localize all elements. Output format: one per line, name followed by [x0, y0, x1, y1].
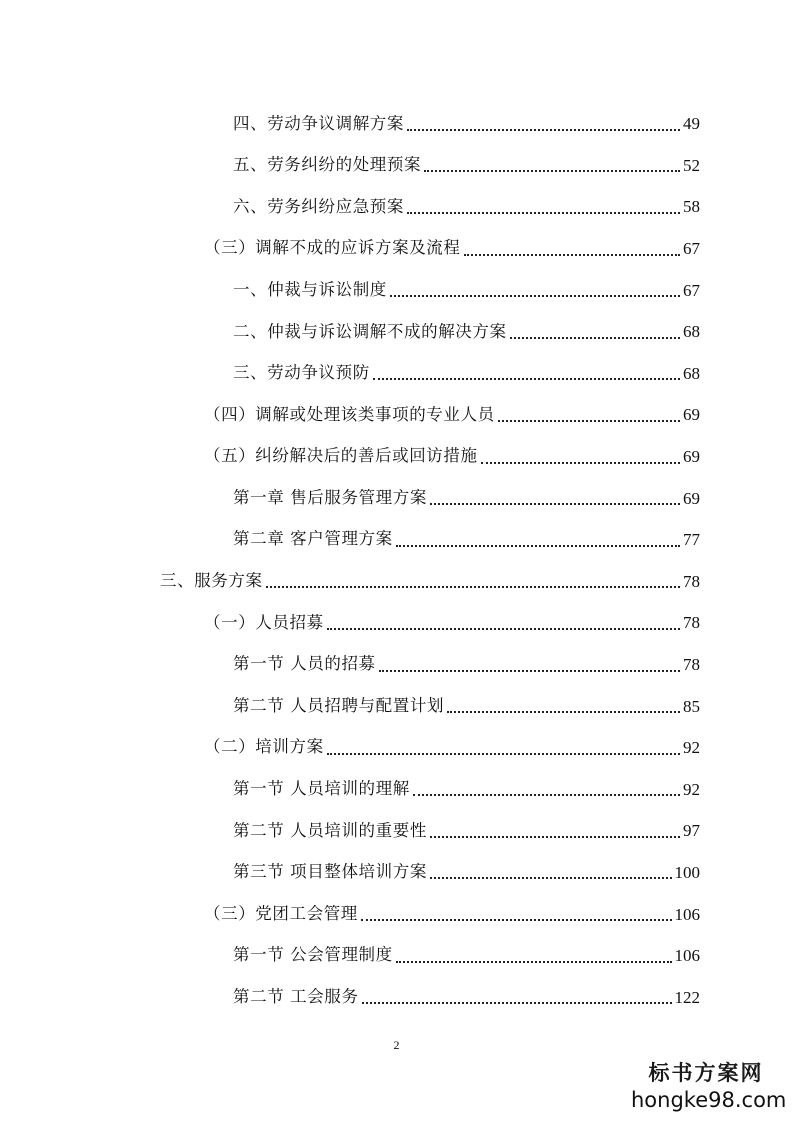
- toc-entry[interactable]: [0, 394, 793, 436]
- toc-dot-leader: [424, 170, 680, 172]
- toc-dot-leader: [396, 545, 680, 547]
- toc-entry-title: 第一节 人员的招募: [233, 654, 376, 674]
- toc-entry[interactable]: [0, 145, 793, 187]
- toc-dot-leader: [327, 628, 680, 630]
- toc-entry-title: 二、仲裁与诉讼调解不成的解决方案: [233, 321, 507, 341]
- toc-entry[interactable]: [0, 976, 793, 1018]
- toc-entry-page: 69: [683, 405, 700, 425]
- toc-entry-page: 78: [683, 613, 700, 633]
- toc-entry-page: 67: [683, 239, 700, 259]
- toc-entry-title: （一）人员招募: [204, 612, 324, 632]
- toc-entry-page: 69: [683, 488, 700, 508]
- toc-entry-page: 92: [683, 779, 700, 799]
- toc-dot-leader: [361, 919, 672, 921]
- toc-entry-page: 78: [683, 655, 700, 675]
- page-number: 2: [393, 1038, 400, 1052]
- toc-entry[interactable]: [0, 228, 793, 270]
- toc-dot-leader: [481, 462, 680, 464]
- toc-entry-title: （四）调解或处理该类事项的专业人员: [204, 404, 495, 424]
- toc-entry-title: 第一节 公会管理制度: [233, 945, 393, 965]
- toc-entry-title: 一、仲裁与诉讼制度: [233, 279, 387, 299]
- toc-entry[interactable]: [0, 269, 793, 311]
- toc-entry[interactable]: [0, 727, 793, 769]
- toc-entry-page: 78: [683, 571, 700, 591]
- toc-dot-leader: [447, 711, 680, 713]
- toc-dot-leader: [510, 337, 680, 339]
- toc-entry[interactable]: [0, 769, 793, 811]
- toc-dot-leader: [413, 794, 680, 796]
- toc-entry-title: （五）纠纷解决后的善后或回访措施: [204, 446, 478, 466]
- toc-entry[interactable]: [0, 685, 793, 727]
- toc-entry[interactable]: [0, 477, 793, 519]
- toc-entry-page: 106: [674, 904, 700, 924]
- toc-entry-title: （二）培训方案: [204, 737, 324, 757]
- toc-entry-title: 第一节 人员培训的理解: [233, 779, 410, 799]
- toc-dot-leader: [407, 212, 680, 214]
- table-of-contents: [0, 103, 793, 1018]
- toc-entry-page: 97: [683, 821, 700, 841]
- toc-entry[interactable]: [0, 186, 793, 228]
- toc-entry[interactable]: [0, 852, 793, 894]
- toc-dot-leader: [390, 295, 680, 297]
- toc-entry-title: 第二节 人员培训的重要性: [233, 820, 427, 840]
- toc-entry-title: 四、劳动争议调解方案: [233, 113, 404, 133]
- toc-entry[interactable]: [0, 602, 793, 644]
- watermark-chinese-text: 标书方案网: [648, 1060, 764, 1085]
- toc-entry-title: （三）党团工会管理: [204, 903, 358, 923]
- toc-entry[interactable]: [0, 519, 793, 561]
- toc-entry-title: 五、劳务纠纷的处理预案: [233, 155, 422, 175]
- toc-entry-page: 122: [674, 987, 700, 1007]
- toc-entry-page: 52: [683, 155, 700, 175]
- toc-entry-page: 68: [683, 363, 700, 383]
- toc-entry[interactable]: [0, 810, 793, 852]
- toc-entry-title: 第二节 人员招聘与配置计划: [233, 695, 445, 715]
- toc-entry[interactable]: [0, 353, 793, 395]
- toc-dot-leader: [430, 836, 680, 838]
- toc-entry-page: 85: [683, 696, 700, 716]
- toc-entry-title: 六、劳务纠纷应急预案: [233, 196, 404, 216]
- toc-dot-leader: [430, 877, 672, 879]
- toc-dot-leader: [407, 129, 680, 131]
- toc-entry[interactable]: [0, 893, 793, 935]
- toc-dot-leader: [373, 378, 680, 380]
- toc-entry[interactable]: [0, 935, 793, 977]
- toc-entry-page: 92: [683, 738, 700, 758]
- toc-entry-title: 第二章 客户管理方案: [233, 529, 393, 549]
- toc-entry[interactable]: [0, 644, 793, 686]
- toc-dot-leader: [266, 586, 680, 588]
- toc-entry-page: 77: [683, 530, 700, 550]
- toc-entry-title: 三、劳动争议预防: [233, 363, 370, 383]
- toc-dot-leader: [327, 753, 680, 755]
- toc-dot-leader: [430, 503, 680, 505]
- watermark-url: hongke98.com: [631, 1088, 787, 1112]
- toc-entry-page: 69: [683, 447, 700, 467]
- toc-dot-leader: [396, 961, 672, 963]
- toc-entry-page: 68: [683, 322, 700, 342]
- toc-dot-leader: [362, 1002, 672, 1004]
- toc-dot-leader: [464, 254, 681, 256]
- toc-entry-page: 49: [683, 114, 700, 134]
- toc-entry-page: 58: [683, 197, 700, 217]
- toc-entry[interactable]: [0, 103, 793, 145]
- toc-dot-leader: [498, 420, 680, 422]
- toc-entry-page: 106: [674, 946, 700, 966]
- toc-entry[interactable]: [0, 436, 793, 478]
- toc-entry-page: 100: [674, 862, 700, 882]
- toc-entry-page: 67: [683, 280, 700, 300]
- toc-dot-leader: [379, 670, 680, 672]
- toc-entry[interactable]: [0, 561, 793, 603]
- toc-entry-title: 第一章 售后服务管理方案: [233, 487, 427, 507]
- toc-entry-title: 第三节 项目整体培训方案: [233, 862, 427, 882]
- toc-entry[interactable]: [0, 311, 793, 353]
- toc-entry-title: （三）调解不成的应诉方案及流程: [204, 238, 461, 258]
- toc-entry-title: 第二节 工会服务: [233, 987, 359, 1007]
- toc-entry-title: 三、服务方案: [160, 571, 263, 591]
- site-watermark: [631, 1057, 787, 1112]
